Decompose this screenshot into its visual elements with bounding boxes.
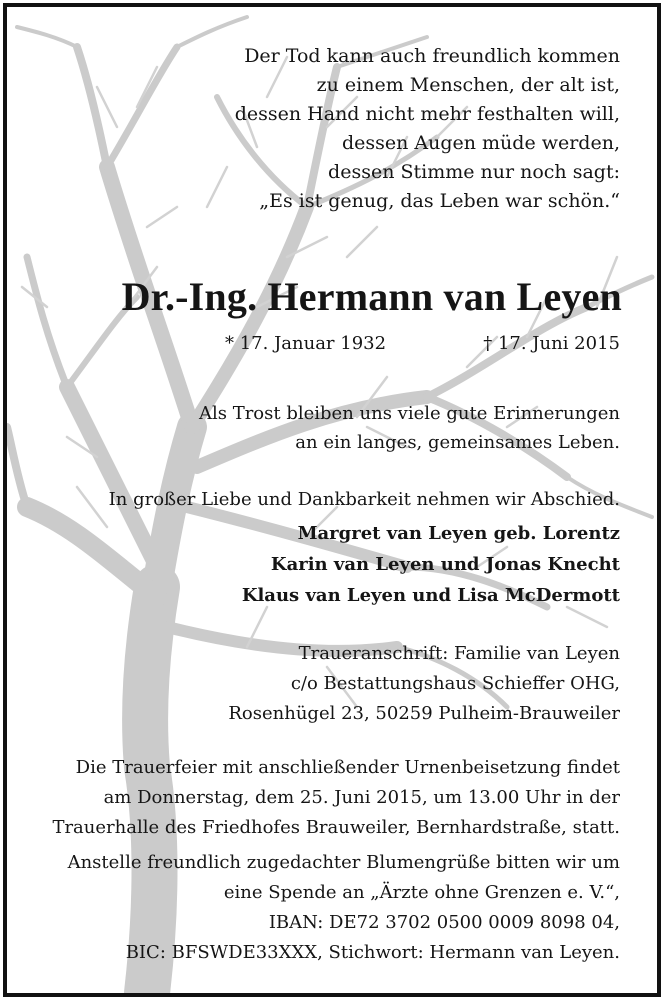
birth-date: * 17. Januar 1932 xyxy=(225,333,387,354)
mourner-name: Klaus van Leyen und Lisa McDermott xyxy=(241,585,620,606)
address-line: c/o Bestattungshaus Schieffer OHG, xyxy=(290,673,620,694)
poem-line: zu einem Menschen, der alt ist, xyxy=(316,74,620,96)
ceremony-line: Trauerhalle des Friedhofes Brauweiler, Bernhardstraße, statt. xyxy=(52,817,620,838)
poem-line: dessen Stimme nur noch sagt: xyxy=(328,161,620,183)
poem-line: Der Tod kann auch freundlich kommen xyxy=(244,45,620,67)
comfort-line: an ein langes, gemeinsames Leben. xyxy=(295,432,620,453)
poem-line: dessen Augen müde werden, xyxy=(341,132,620,154)
donation-line: IBAN: DE72 3702 0500 0009 8098 04, xyxy=(268,912,620,933)
obituary-notice xyxy=(3,3,661,997)
mourner-name: Margret van Leyen geb. Lorentz xyxy=(297,523,620,544)
donation-line: eine Spende an „Ärzte ohne Grenzen e. V.“, xyxy=(223,882,620,903)
donation-line: BIC: BFSWDE33XXX, Stichwort: Hermann van Leyen. xyxy=(125,942,620,963)
death-date: † 17. Juni 2015 xyxy=(483,333,620,354)
address-line: Rosenhügel 23, 50259 Pulheim-Brauweiler xyxy=(228,703,620,724)
notice-content xyxy=(7,7,657,993)
poem-line: dessen Hand nicht mehr festhalten will, xyxy=(234,103,620,125)
ceremony-line: Die Trauerfeier mit anschließender Urnenbeisetzung findet xyxy=(75,757,620,778)
farewell-line: In großer Liebe und Dankbarkeit nehmen wir Abschied. xyxy=(108,489,620,510)
comfort-line: Als Trost bleiben uns viele gute Erinnerungen xyxy=(198,403,620,424)
ceremony-line: am Donnerstag, dem 25. Juni 2015, um 13.00 Uhr in der xyxy=(103,787,620,808)
donation-line: Anstelle freundlich zugedachter Blumengrüße bitten wir um xyxy=(67,852,620,873)
address-line: Traueranschrift: Familie van Leyen xyxy=(298,643,620,664)
poem-line: „Es ist genug, das Leben war schön.“ xyxy=(259,190,620,212)
deceased-name: Dr.-Ing. Hermann van Leyen xyxy=(121,274,622,319)
mourner-name: Karin van Leyen und Jonas Knecht xyxy=(270,554,620,575)
